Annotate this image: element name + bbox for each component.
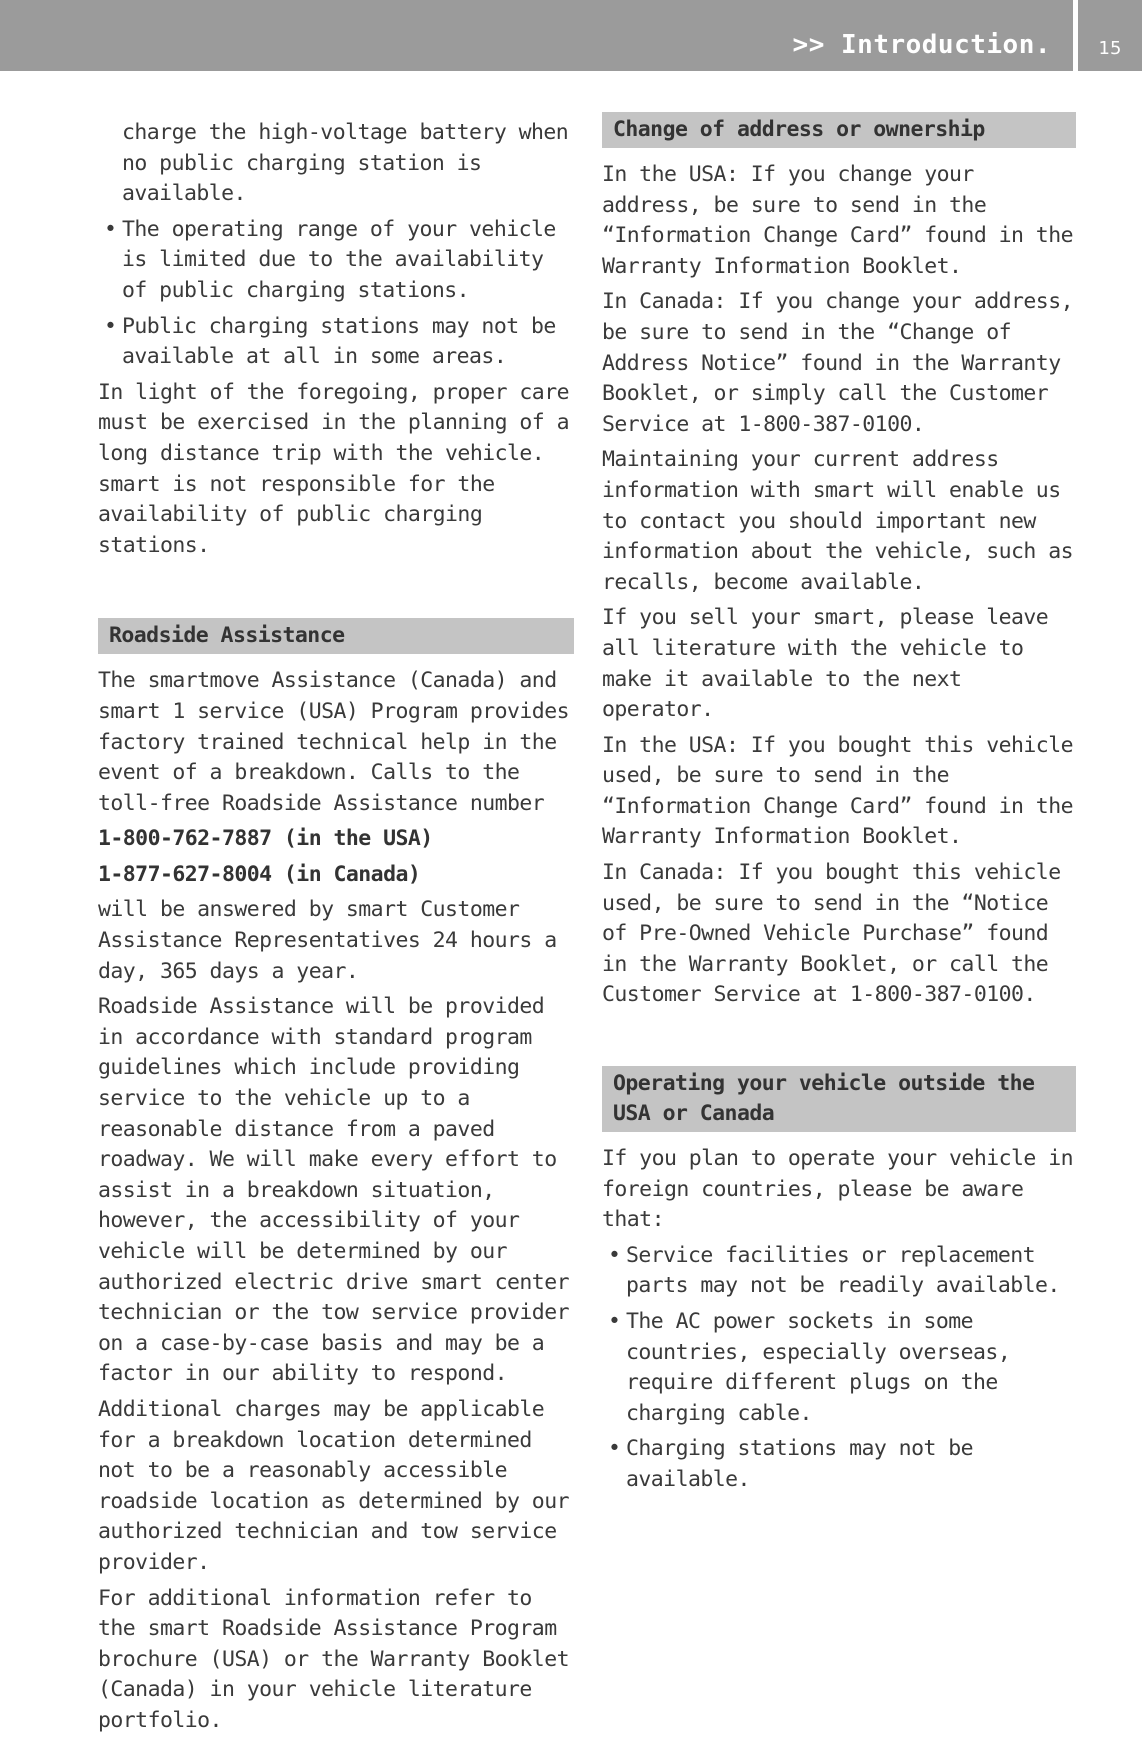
outside-bullet-list [602,1241,1076,1496]
provided-paragraph: Roadside Assistance will be provided in accordance with standard program guidelines which include providing service to the vehicle up to a reasonable distance from a paved roadway. We will make every effort to assist in a breakdown situation, however, the accessibility of your vehicle will be determined by our authorized electric drive smart center technician or the tow service provider on a case-by-case basis and may be a factor in our ability to respond. [98,994,569,1387]
page-number: 15 [1098,38,1122,59]
list-item: • The AC power sockets in some countries, especially overseas, require different plugs on the charging cable. [602,1307,1076,1429]
answered-paragraph: will be answered by smart Customer Assistance Representatives 24 hours a day, 365 days a year. [98,897,557,984]
change-of-address-heading: Change of address or ownership [602,112,1076,148]
sell-paragraph: If you sell your smart, please leave all literature with the vehicle to make it available to the next operator. [602,605,1049,723]
phone-usa: 1-800-762-7887 (in the USA) [98,826,433,852]
right-column [602,112,1076,1501]
canada-change-paragraph: In Canada: If you change your address, be sure to send in the “Change of Address Notice” found in the Warranty Booklet, or simply call the Customer Service at 1-800-387-0100. [602,289,1073,437]
list-item: • The operating range of your vehicle is limited due to the availability of public charging stations. [98,215,574,307]
roadside-assistance-heading: Roadside Assistance [98,618,574,654]
phone-canada: 1-877-627-8004 (in Canada) [98,861,421,887]
charges-paragraph: Additional charges may be applicable for a breakdown location determined not to be a reasonably accessible roadside location as determined by our authorized technician and tow service provider. [98,1396,569,1575]
canada-bought-paragraph: In Canada: If you bought this vehicle used, be sure to send in the “Notice of Pre-Owned Vehicle Purchase” found in the Warranty Booklet, or call the Customer Service at 1-800-387-0100. [602,860,1061,1008]
care-paragraph: In light of the foregoing, proper care must be exercised in the planning of a long distance trip with the vehicle. smart is not responsible for the availability of public charging stations. [98,379,569,558]
roadside-intro: The smartmove Assistance (Canada) and smart 1 service (USA) Program provides factory trained technical help in the event of a breakdown. Calls to the toll-free Roadside Assistance number [98,668,569,816]
usa-bought-paragraph: In the USA: If you bought this vehicle used, be sure to send in the “Information Change Card” found in the Warranty Information Booklet. [602,732,1073,850]
section-gap [98,566,574,618]
list-item: • Charging stations may not be available. [602,1434,1076,1495]
list-item: • Public charging stations may not be available at all in some areas. [98,312,574,373]
usa-change-paragraph: In the USA: If you change your address, be sure to send in the “Information Change Card” found in the Warranty Information Booklet. [602,162,1073,279]
list-item: • Service facilities or replacement parts may not be readily available. [602,1241,1076,1302]
more-info-paragraph: For additional information refer to the smart Roadside Assistance Program brochure (USA) or the Warranty Booklet (Canada) in your vehicle literature portfolio. [98,1585,569,1733]
left-column [98,118,574,1742]
charging-bullet-list [98,215,574,373]
outside-intro: If you plan to operate your vehicle in foreign countries, please be aware that: [602,1146,1073,1233]
continuation-text: charge the high-voltage battery when no public charging station is available. [122,120,569,207]
header-bar [0,0,1073,71]
section-gap [602,1016,1076,1066]
operating-outside-heading: Operating your vehicle outside the USA or Canada [602,1066,1076,1132]
maintaining-paragraph: Maintaining your current address information with smart will enable us to contact you should important new information about the vehicle, such as recalls, become available. [602,447,1073,595]
page-number-box [1078,0,1142,71]
section-title: >> Introduction. [792,30,1051,60]
